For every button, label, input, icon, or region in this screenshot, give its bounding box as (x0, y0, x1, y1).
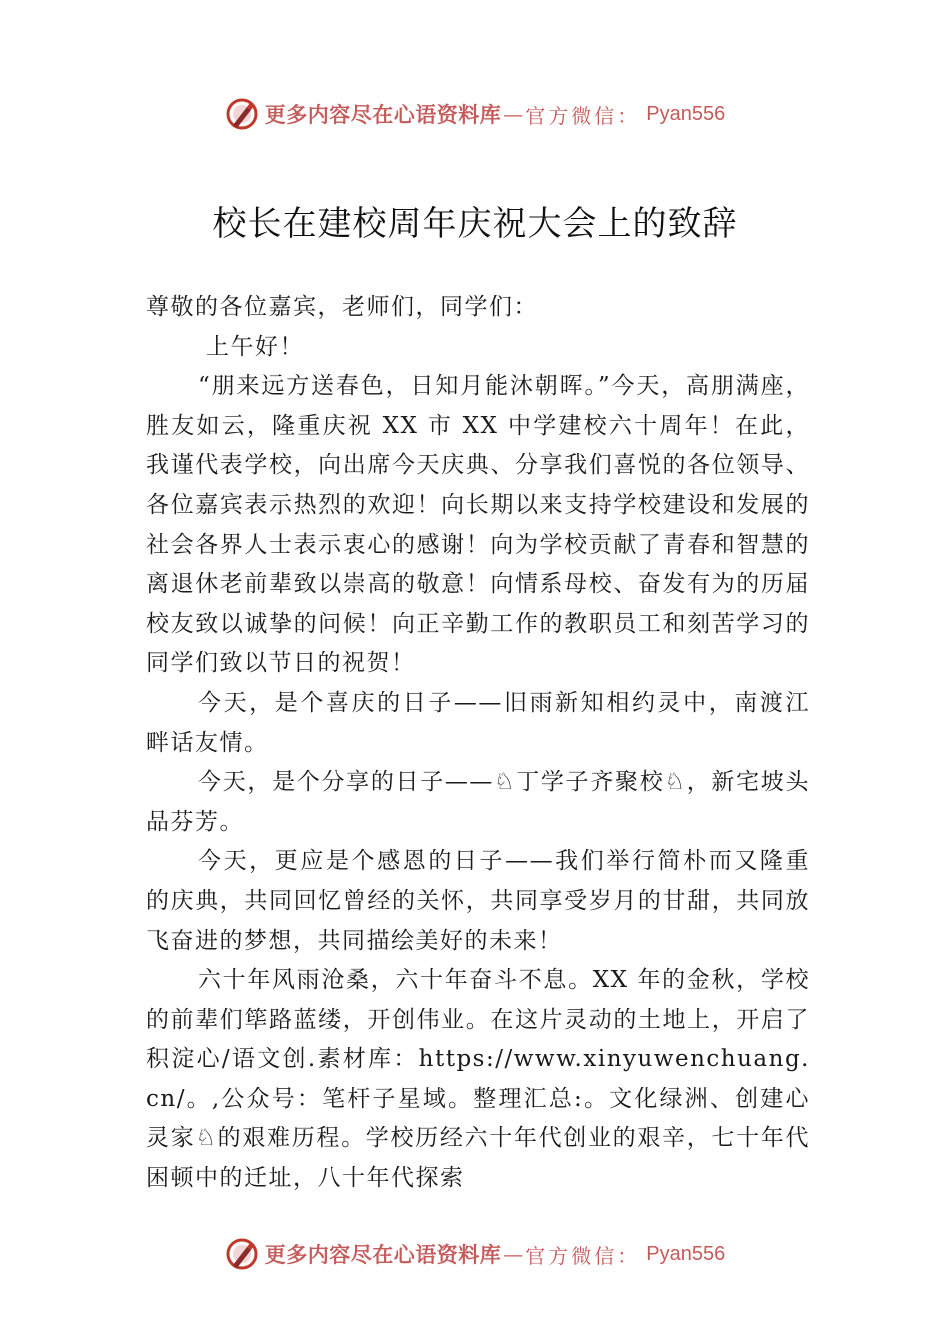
footer-dash: — (503, 1242, 524, 1266)
header-wechat-id: Pyan556 (646, 102, 726, 125)
salutation: 尊敬的各位嘉宾，老师们，同学们： (146, 294, 538, 320)
pen-logo-icon (225, 1237, 259, 1271)
greeting: 上午好！ (206, 333, 304, 360)
pen-logo-icon (225, 97, 259, 131)
footer-banner (0, 1232, 950, 1276)
header-banner (0, 92, 950, 136)
footer-brand-text: 更多内容尽在心语资料库 (264, 1242, 502, 1267)
paragraph: “朋来远方送春色，日知月能沐朝晖。”今天，高朋满座，胜友如云，隆重庆祝 XX 市 XX 中学建校六十周年！在此，我谨代表学校，向出席今天庆典、分享我们喜悦的各位领导、各位嘉宾表示热烈的欢迎！向长期以来支持学校建设和发展的社会各界人士表示衷心的感谢！向为学校贡献了青春和智慧的离退休老前辈致以崇高的敬意！向情系母校、奋发有为的历届校友致以诚挚的问候！向正辛勤工作的教职员工和刻苦学习的同学们致以节日的祝贺！ (146, 373, 810, 677)
paragraph: 今天，是个喜庆的日子——旧雨新知相约灵中，南渡江畔话友情。 (146, 689, 810, 756)
footer-wechat-id: Pyan556 (646, 1242, 726, 1265)
header-brand-text: 更多内容尽在心语资料库 (264, 102, 502, 127)
paragraph: 今天，更应是个感恩的日子——我们举行简朴而又隆重的庆典，共同回忆曾经的关怀，共同享受岁月的甘甜，共同放飞奋进的梦想，共同描绘美好的未来！ (146, 848, 810, 954)
paragraph: 今天，是个分享的日子——♘丁学子齐聚校♘，新宅坡头品芬芳。 (146, 769, 810, 835)
header-wechat-label: 官方微信： (525, 103, 641, 128)
document-title: 校长在建校周年庆祝大会上的致辞 (212, 204, 738, 244)
document-body (146, 288, 810, 1199)
footer-wechat-label: 官方微信： (525, 1243, 641, 1268)
header-dash: — (503, 102, 524, 126)
paragraph: 六十年风雨沧桑，六十年奋斗不息。XX 年的金秋，学校的前辈们筚路蓝缕，开创伟业。在这片灵动的土地上，开启了积淀心/语文创.素材库：https://www.xinyuwenchuang.cn/。,公众号：笔杆子星域。整理汇总:。文化绿洲、创建心灵家♘的艰难历程。学校历经六十年代创业的艰辛，七十年代困顿中的迁址，八十年代探索 (146, 967, 810, 1192)
